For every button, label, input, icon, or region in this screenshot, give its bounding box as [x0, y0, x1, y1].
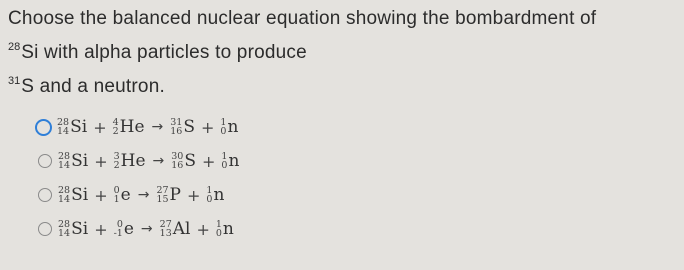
- atomic-number: 14: [57, 126, 70, 137]
- atomic-number: 0: [220, 126, 227, 137]
- question-line-2-text: Si with alpha particles to produce: [21, 42, 307, 63]
- element-symbol: S: [183, 117, 196, 137]
- nuclide: [114, 219, 134, 239]
- sulfur-mass-number: 31: [8, 75, 21, 87]
- equation-option-3: [58, 185, 224, 205]
- nuclide: [171, 151, 196, 171]
- radio-button[interactable]: [38, 188, 52, 202]
- element-symbol: e: [120, 185, 131, 205]
- option-1[interactable]: [38, 110, 638, 144]
- plus-sign: +: [202, 151, 216, 171]
- element-symbol: Si: [71, 151, 89, 171]
- element-symbol: Si: [71, 185, 89, 205]
- radio-button[interactable]: [38, 222, 52, 236]
- answer-options: [38, 110, 638, 246]
- equation-option-2: [58, 151, 239, 171]
- question-text: [8, 4, 678, 101]
- atomic-number: 16: [171, 160, 184, 171]
- atomic-number: -1: [113, 228, 123, 239]
- question-line-1: Choose the balanced nuclear equation showing the bombardment of: [8, 8, 597, 29]
- element-symbol: n: [222, 219, 234, 239]
- atomic-number: 0: [221, 160, 228, 171]
- mass-number: 1: [221, 151, 228, 162]
- plus-sign: +: [94, 185, 108, 205]
- nuclide: [156, 185, 181, 205]
- nuclide: [58, 185, 88, 205]
- mass-number: 31: [170, 117, 183, 128]
- question-line-3: [8, 67, 678, 101]
- radio-button[interactable]: [38, 154, 52, 168]
- mass-number: 27: [156, 185, 169, 196]
- plus-sign: +: [186, 185, 201, 205]
- mass-number: 4: [112, 117, 119, 128]
- mass-number: 3: [113, 151, 120, 162]
- element-symbol: Al: [172, 219, 191, 239]
- mass-number: 1: [206, 185, 213, 196]
- nuclide: [114, 151, 146, 171]
- element-symbol: n: [227, 117, 239, 137]
- nuclide: [221, 151, 239, 171]
- mass-number: 28: [58, 151, 71, 162]
- reaction-arrow: →: [137, 187, 150, 203]
- atomic-number: 13: [159, 228, 172, 239]
- element-symbol: n: [228, 151, 240, 171]
- nuclide: [58, 151, 88, 171]
- nuclide: [206, 185, 224, 205]
- reaction-arrow: →: [151, 119, 164, 135]
- atomic-number: 0: [215, 228, 222, 239]
- mass-number: 0: [116, 219, 123, 230]
- nuclide: [216, 219, 234, 239]
- equation-option-1: [57, 117, 238, 137]
- mass-number: 27: [159, 219, 172, 230]
- mass-number: 28: [58, 185, 71, 196]
- mass-number: 0: [113, 185, 120, 196]
- question-line-3-text: S and a neutron.: [21, 76, 165, 97]
- atomic-number: 2: [113, 160, 120, 171]
- nuclide: [113, 117, 145, 137]
- plus-sign: +: [94, 151, 108, 171]
- element-symbol: e: [123, 219, 134, 239]
- element-symbol: Si: [71, 219, 89, 239]
- nuclide: [57, 117, 87, 137]
- nuclide: [220, 117, 238, 137]
- mass-number: 1: [220, 117, 227, 128]
- plus-sign: +: [196, 219, 210, 239]
- mass-number: 28: [58, 219, 71, 230]
- mass-number: 1: [215, 219, 222, 230]
- atomic-number: 14: [58, 160, 71, 171]
- nuclide: [160, 219, 191, 239]
- silicon-mass-number: 28: [8, 41, 21, 53]
- atomic-number: 0: [206, 194, 213, 205]
- option-2[interactable]: [38, 144, 638, 178]
- mass-number: 28: [57, 117, 70, 128]
- nuclide: [114, 185, 131, 205]
- atomic-number: 14: [58, 228, 71, 239]
- element-symbol: He: [120, 151, 146, 171]
- question-line-2: [8, 33, 678, 67]
- option-4[interactable]: [38, 212, 638, 246]
- mass-number: 30: [171, 151, 184, 162]
- atomic-number: 15: [156, 194, 169, 205]
- plus-sign: +: [201, 117, 215, 137]
- reaction-arrow: →: [152, 153, 165, 169]
- radio-button-selected[interactable]: [35, 119, 52, 136]
- element-symbol: S: [184, 151, 197, 171]
- element-symbol: Si: [70, 117, 88, 137]
- atomic-number: 14: [58, 194, 71, 205]
- element-symbol: P: [169, 185, 181, 205]
- atomic-number: 2: [112, 126, 119, 137]
- plus-sign: +: [93, 117, 107, 137]
- equation-option-4: [58, 219, 234, 239]
- atomic-number: 16: [170, 126, 183, 137]
- element-symbol: n: [213, 185, 225, 205]
- atomic-number: 1: [113, 194, 120, 205]
- option-3[interactable]: [38, 178, 638, 212]
- nuclide: [58, 219, 88, 239]
- element-symbol: He: [119, 117, 145, 137]
- reaction-arrow: →: [140, 221, 153, 237]
- nuclide: [170, 117, 195, 137]
- plus-sign: +: [94, 219, 108, 239]
